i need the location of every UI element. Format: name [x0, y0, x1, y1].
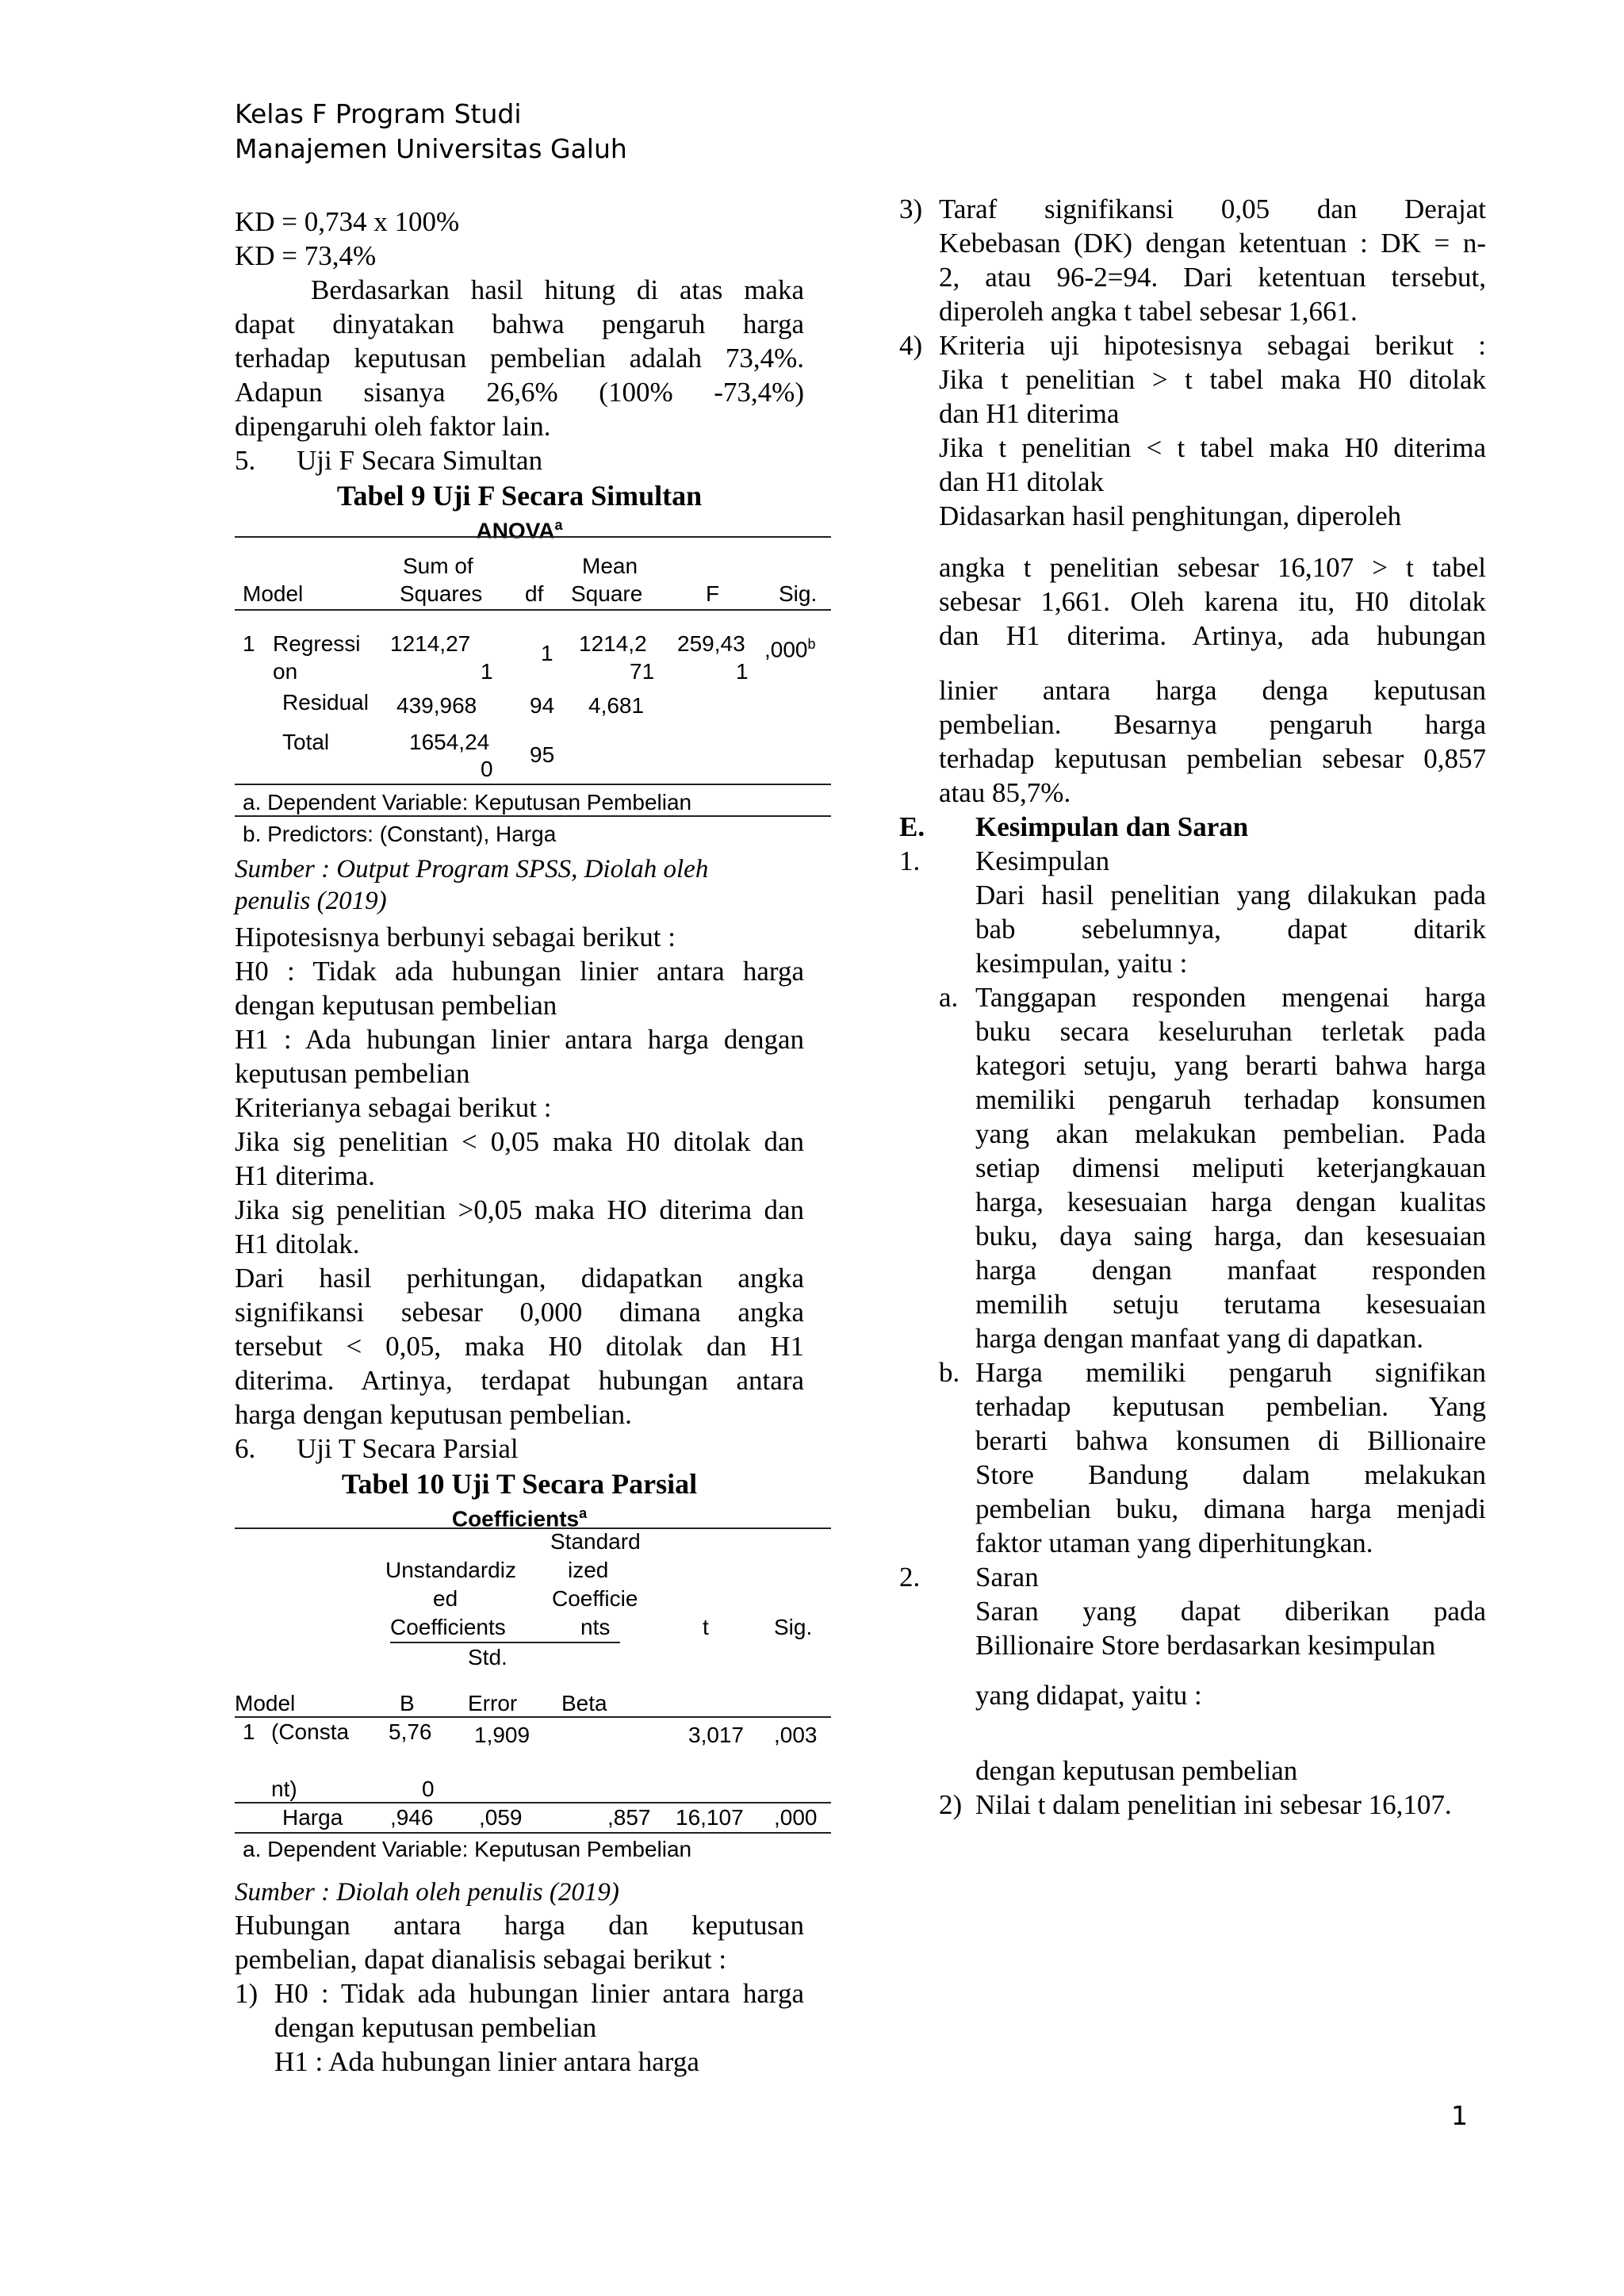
- table-cell: [764, 631, 816, 662]
- header-cell: Sum of: [403, 554, 473, 578]
- table-cell: (Consta: [271, 1719, 350, 1744]
- text-line: Kriteria uji hipotesisnya sebagai berikut :: [939, 330, 1486, 361]
- list-letter: b.: [939, 1357, 960, 1388]
- left-column: [235, 205, 818, 2079]
- text-line: dipengaruhi oleh faktor lain.: [235, 411, 551, 442]
- header-line-1: Kelas F Program Studi: [235, 98, 522, 129]
- list-text: [939, 328, 1486, 810]
- section-number: E.: [899, 811, 925, 842]
- table-cell: nt): [271, 1777, 297, 1801]
- text-line: keputusan pembelian: [235, 1058, 470, 1089]
- table-cell: ,059: [479, 1805, 523, 1830]
- text-line: dan H1 diterima. Artinya, ada hubungan: [939, 620, 1486, 651]
- list-number: 1): [235, 1978, 259, 2009]
- text-line: signifikansi sebesar 0,000 dimana angka: [235, 1297, 804, 1328]
- text-line: H1 : Ada hubungan linier antara harga dengan: [235, 1024, 804, 1055]
- text-line: Jika t penelitian < t tabel maka H0 diterima: [939, 432, 1486, 463]
- text-line: pembelian. Besarnya pengaruh harga: [939, 709, 1486, 740]
- list-text: Nilai t dalam penelitian ini sebesar 16,107.: [975, 1789, 1452, 1820]
- header-cell: ized: [568, 1558, 609, 1582]
- text-line: pembelian, dapat dianalisis sebagai berikut :: [235, 1944, 727, 1975]
- text-line: H1 ditolak.: [235, 1228, 360, 1259]
- text-line: harga dengan manfaat yang di dapatkan.: [975, 1323, 1423, 1354]
- table-cell: Regressi: [273, 631, 361, 656]
- text-line: H1 diterima.: [235, 1160, 375, 1191]
- text-line: yang akan melakukan pembelian. Pada: [975, 1118, 1486, 1149]
- table-cell: 1,909: [474, 1723, 530, 1747]
- table-cell: 94: [530, 693, 555, 718]
- header-cell: Coefficients: [390, 1615, 506, 1639]
- table-cell: on: [273, 659, 298, 684]
- header-cell: Coefficie: [552, 1586, 638, 1611]
- list-text: [975, 980, 1486, 1355]
- subsection-number: 2.: [899, 1562, 921, 1593]
- text-line: Jika sig penelitian >0,05 maka HO diterima dan: [235, 1194, 804, 1225]
- table-rule: [235, 1716, 831, 1718]
- text-line: Hipotesisnya berbunyi sebagai berikut :: [235, 922, 676, 953]
- table-cell: 4,681: [588, 693, 645, 718]
- table-cell: 71: [630, 659, 655, 684]
- header-cell: F: [706, 581, 720, 606]
- text-line: bab sebelumnya, dapat ditarik: [975, 914, 1486, 945]
- conclusion-item-a: [899, 980, 1486, 1355]
- header-cell: Beta: [561, 1691, 607, 1715]
- list-number: 4): [899, 330, 923, 361]
- text-line: dan H1 diterima: [939, 398, 1120, 429]
- text-line: faktor utaman yang diperhitungkan.: [975, 1527, 1373, 1558]
- table-9-source: [235, 853, 804, 917]
- text-line: berarti bahwa konsumen di Billionaire: [975, 1425, 1486, 1456]
- text-line: dapat dinyatakan bahwa pengaruh harga: [235, 309, 804, 339]
- table-rule: [235, 784, 831, 785]
- text-line: 2, atau 96-2=94. Dari ketentuan tersebut,: [939, 262, 1486, 293]
- anova-table: [235, 512, 818, 853]
- text-line: Berdasarkan hasil hitung di atas maka: [311, 274, 804, 305]
- subsection-body: [975, 1560, 1486, 1788]
- text-line: Didasarkan hasil penghitungan, diperoleh: [939, 500, 1402, 531]
- list-item-1: [235, 1976, 804, 2079]
- page-number: 1: [1451, 2100, 1468, 2131]
- text-line: Jika t penelitian > t tabel maka H0 ditolak: [939, 364, 1486, 395]
- text-line: Taraf signifikansi 0,05 dan Derajat: [939, 194, 1486, 224]
- text-line: H1 : Ada hubungan linier antara harga: [274, 2046, 699, 2077]
- subsection-body: [975, 844, 1486, 980]
- anova-caption: [235, 512, 804, 543]
- hypothesis-block: [235, 920, 804, 1432]
- text-line: harga dengan keputusan pembelian.: [235, 1399, 632, 1430]
- header-cell: df: [525, 581, 544, 606]
- coefficients-caption-sup: a: [579, 1505, 588, 1521]
- section-number: 6.: [235, 1433, 256, 1464]
- text-line: pembelian buku, dimana harga menjadi: [975, 1493, 1486, 1524]
- text-line: Store Bandung dalam melakukan: [975, 1459, 1486, 1490]
- text-line: diperoleh angka t tabel sebesar 1,661.: [939, 296, 1358, 327]
- anova-caption-text: ANOVA: [476, 518, 555, 543]
- table-cell: 1: [243, 631, 255, 656]
- header-cell: Sig.: [774, 1615, 813, 1639]
- source-line: Sumber : Output Program SPSS, Diolah oleh: [235, 855, 709, 884]
- table-rule: [235, 1527, 831, 1529]
- header-cell: Square: [571, 581, 643, 606]
- header-cell: Unstandardiz: [385, 1558, 516, 1582]
- table-rule: [235, 536, 831, 538]
- text-line: angka t penelitian sebesar 16,107 > t tabel: [939, 552, 1486, 583]
- table-footnote: b. Predictors: (Constant), Harga: [243, 822, 557, 846]
- sig-value: ,000: [764, 637, 808, 662]
- table-cell: 0: [422, 1777, 435, 1801]
- text-line: H0 : Tidak ada hubungan linier antara harga: [274, 1978, 804, 2009]
- table-rule: [235, 609, 831, 611]
- text-line: setiap dimensi meliputi keterjangkauan: [975, 1152, 1486, 1183]
- section-number: 5.: [235, 445, 256, 476]
- table-cell: ,000: [774, 1805, 818, 1830]
- subsection-1: [899, 844, 1486, 980]
- subsection-title: Saran: [975, 1562, 1039, 1593]
- header-line-2: Manajemen Universitas Galuh: [235, 133, 627, 164]
- section-e-heading: [899, 810, 1486, 844]
- coefficients-caption-text: Coefficients: [451, 1506, 580, 1531]
- table-cell: ,003: [774, 1723, 818, 1747]
- text-line: Jika sig penelitian < 0,05 maka H0 ditolak dan: [235, 1126, 804, 1157]
- table-rule: [235, 815, 831, 817]
- text-line: atau 85,7%.: [939, 777, 1071, 808]
- text-line: dengan keputusan pembelian: [975, 1755, 1298, 1786]
- text-line: diterima. Artinya, terdapat hubungan antara: [235, 1365, 804, 1396]
- table-9-title: Tabel 9 Uji F Secara Simultan: [336, 480, 703, 512]
- header-cell: Model: [235, 1691, 296, 1715]
- list-number: 2): [939, 1789, 963, 1820]
- table-cell: 259,43: [677, 631, 745, 656]
- header-cell: ed: [433, 1586, 458, 1611]
- table-cell: 1: [736, 659, 749, 684]
- section-title: Uji F Secara Simultan: [297, 445, 543, 476]
- text-line: linier antara harga denga keputusan: [939, 675, 1486, 706]
- table-cell: 1214,2: [579, 631, 647, 656]
- list-item-2: [899, 1788, 1486, 1822]
- text-line: Kebebasan (DK) dengan ketentuan : DK = n-: [939, 228, 1486, 259]
- table-cell: 1: [243, 1719, 255, 1744]
- table-10-title: Tabel 10 Uji T Secara Parsial: [341, 1468, 698, 1500]
- table-rule: [390, 1642, 620, 1643]
- section-6-heading: [235, 1432, 804, 1466]
- table-cell: ,946: [390, 1805, 434, 1830]
- header-cell: Squares: [400, 581, 483, 606]
- header-cell: Std.: [468, 1645, 508, 1669]
- table-cell: 0: [481, 757, 493, 781]
- text-line: tersebut < 0,05, maka H0 ditolak dan H1: [235, 1331, 804, 1362]
- text-line: kesimpulan, yaitu :: [975, 948, 1188, 979]
- text-line: terhadap keputusan pembelian adalah 73,4%.: [235, 343, 804, 374]
- table-rule: [235, 1802, 831, 1803]
- sig-sup: b: [807, 636, 816, 652]
- section-title: Uji T Secara Parsial: [297, 1433, 519, 1464]
- header-cell: Sig.: [779, 581, 818, 606]
- list-number: 3): [899, 194, 923, 224]
- text-line: yang didapat, yaitu :: [975, 1680, 1202, 1711]
- table-cell: Harga: [282, 1805, 343, 1830]
- list-letter: a.: [939, 982, 959, 1013]
- text-line: Dari hasil perhitungan, didapatkan angka: [235, 1263, 804, 1294]
- text-line: Harga memiliki pengaruh signifikan: [975, 1357, 1486, 1388]
- text-line: H0 : Tidak ada hubungan linier antara harga: [235, 956, 804, 987]
- text-line: Dari hasil penelitian yang dilakukan pada: [975, 880, 1486, 910]
- table-10-source: Sumber : Diolah oleh penulis (2019): [235, 1878, 619, 1907]
- header-cell: t: [703, 1615, 709, 1639]
- header-cell: nts: [580, 1615, 611, 1639]
- header-cell: Model: [243, 581, 304, 606]
- text-line: Saran yang dapat diberikan pada: [975, 1596, 1486, 1627]
- header-cell: Mean: [582, 554, 638, 578]
- table-cell: Total: [282, 730, 330, 754]
- subsection-title: Kesimpulan: [975, 845, 1110, 876]
- kd-line-1: KD = 0,734 x 100%: [235, 206, 460, 237]
- text-line: Adapun sisanya 26,6% (100% -73,4%): [235, 377, 804, 408]
- header-cell: Error: [468, 1691, 518, 1715]
- right-column: [899, 192, 1486, 1822]
- table-cell: 5,76: [389, 1719, 432, 1744]
- table-cell: 1654,24: [409, 730, 490, 754]
- table-cell: 1: [541, 641, 553, 665]
- text-line: memiliki pengaruh terhadap konsumen: [975, 1084, 1486, 1115]
- table-cell: 95: [530, 742, 555, 767]
- table-cell: 3,017: [688, 1723, 745, 1747]
- source-line: penulis (2019): [235, 887, 387, 915]
- page-header: [235, 97, 627, 167]
- text-line: Tanggapan responden mengenai harga: [975, 982, 1486, 1013]
- text-line: Kriterianya sebagai berikut :: [235, 1092, 552, 1123]
- relationship-block: [235, 1908, 804, 2079]
- subsection-2: [899, 1560, 1486, 1788]
- anova-caption-sup: a: [554, 517, 563, 533]
- kd-line-2: KD = 73,4%: [235, 240, 377, 271]
- text-line: buku, daya saing harga, dan kesesuaian: [975, 1221, 1486, 1251]
- text-line: terhadap keputusan pembelian sebesar 0,857: [939, 743, 1486, 774]
- text-line: dengan keputusan pembelian: [274, 2012, 597, 2043]
- table-cell: 1214,27: [390, 631, 471, 656]
- text-line: sebesar 1,661. Oleh karena itu, H0 ditolak: [939, 586, 1486, 617]
- text-line: harga, kesesuaian harga dengan kualitas: [975, 1186, 1486, 1217]
- table-cell: 16,107: [676, 1805, 744, 1830]
- table-cell: Residual: [282, 690, 369, 715]
- list-text: [274, 1976, 804, 2079]
- list-item-3: [899, 192, 1486, 328]
- section-title: Kesimpulan dan Saran: [975, 811, 1249, 842]
- list-text: [939, 192, 1486, 328]
- list-item-4: [899, 328, 1486, 810]
- header-cell: B: [400, 1691, 415, 1715]
- coefficients-table: [235, 1501, 818, 1861]
- list-text: [975, 1355, 1486, 1560]
- text-line: Hubungan antara harga dan keputusan: [235, 1910, 804, 1941]
- text-line: dengan keputusan pembelian: [235, 990, 557, 1021]
- conclusion-item-b: [899, 1355, 1486, 1560]
- table-cell: 1: [481, 659, 493, 684]
- text-line: buku secara keseluruhan terletak pada: [975, 1016, 1486, 1047]
- kd-paragraph: [235, 273, 804, 443]
- header-cell: Standard: [550, 1529, 641, 1554]
- table-cell: ,857: [607, 1805, 651, 1830]
- table-cell: 439,968: [396, 693, 477, 718]
- text-line: harga dengan manfaat responden: [975, 1255, 1486, 1286]
- text-line: kategori setuju, yang berarti bahwa harga: [975, 1050, 1486, 1081]
- section-5-heading: [235, 443, 804, 477]
- table-footnote: a. Dependent Variable: Keputusan Pembelian: [243, 790, 692, 815]
- text-line: memilih setuju terutama kesesuaian: [975, 1289, 1486, 1320]
- text-line: Billionaire Store berdasarkan kesimpulan: [975, 1630, 1436, 1661]
- table-rule: [235, 1832, 831, 1834]
- text-line: dan H1 ditolak: [939, 466, 1105, 497]
- subsection-number: 1.: [899, 845, 921, 876]
- table-footnote: a. Dependent Variable: Keputusan Pembelian: [243, 1837, 692, 1861]
- text-line: terhadap keputusan pembelian. Yang: [975, 1391, 1486, 1422]
